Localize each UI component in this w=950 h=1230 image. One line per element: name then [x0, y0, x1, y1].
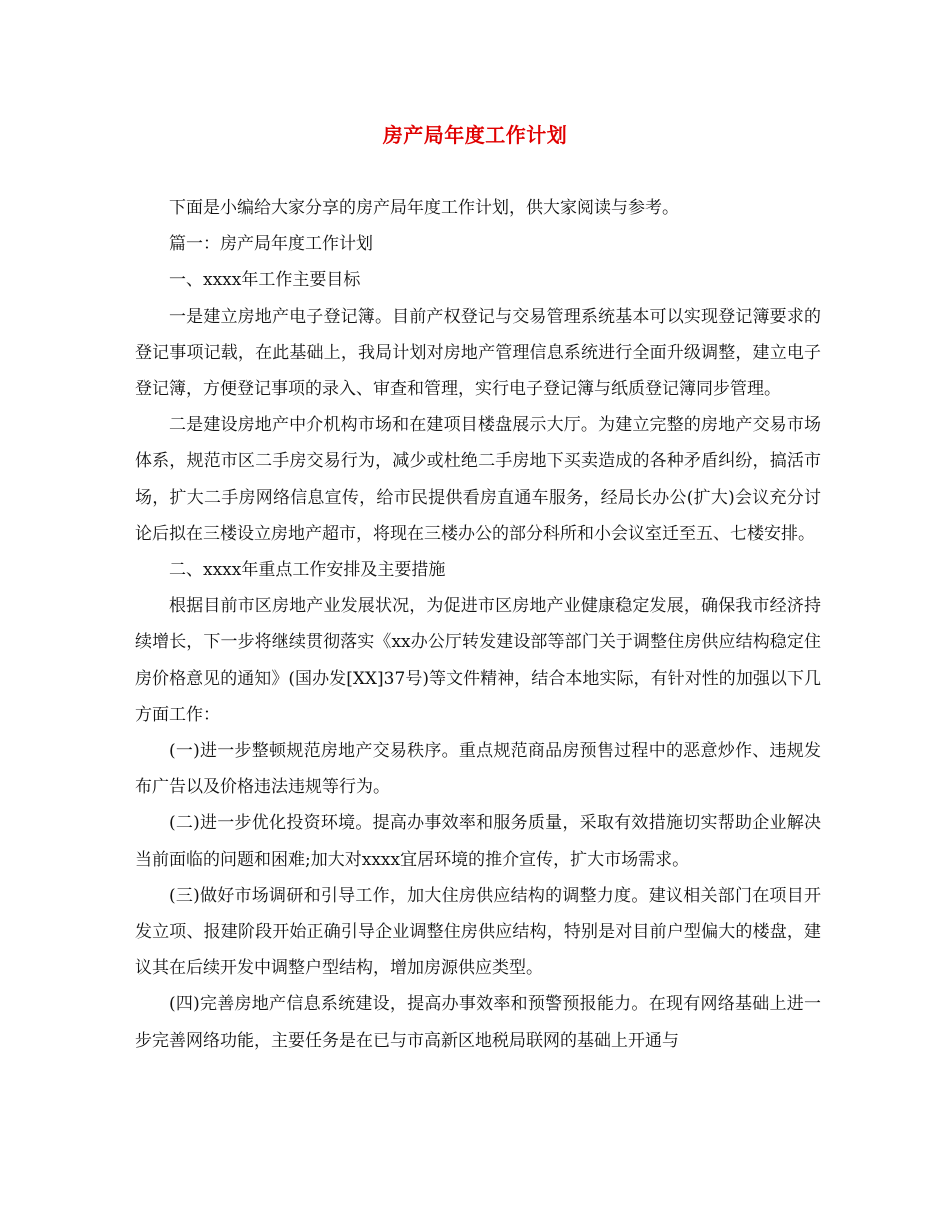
intro-paragraph: 下面是小编给大家分享的房产局年度工作计划，供大家阅读与参考。 — [169, 198, 679, 218]
body-paragraph: 根据目前市区房地产业发展状况，为促进市区房地产业健康稳定发展，确保我市经济持续增长，下一步将继续贯彻落实《xx办公厅转发建设部等部门关于调整住房供应结构稳定住房价格意见的通知》(国办发[XX]37号)等文件精神，结合本地实际，有针对性的加强以下几方面工作： — [135, 596, 821, 725]
section-heading-key-work: 二、xxxx年重点工作安排及主要措施 — [169, 560, 446, 581]
document-title: 房产局年度工作计划 — [382, 123, 568, 147]
body-paragraph: (二)进一步优化投资环境。提高办事效率和服务质量，采取有效措施切实帮助企业解决当前面临的问题和困难;加大对xxxx宜居环境的推介宣传，扩大市场需求。 — [135, 813, 821, 870]
section-heading-part-one: 篇一：房产局年度工作计划 — [169, 234, 373, 255]
body-paragraph: (一)进一步整顿规范房地产交易秩序。重点规范商品房预售过程中的恶意炒作、违规发布广告以及价格违法违规等行为。 — [135, 741, 821, 798]
body-paragraph: (三)做好市场调研和引导工作，加大住房供应结构的调整力度。建议相关部门在项目开发立项、报建阶段开始正确引导企业调整住房供应结构，特别是对目前户型偏大的楼盘，建议其在后续开发中调整户型结构，增加房源供应类型。 — [135, 885, 821, 979]
document-body — [135, 190, 821, 1059]
body-paragraph: (四)完善房地产信息系统建设，提高办事效率和预警预报能力。在现有网络基础上进一步完善网络功能，主要任务是在已与市高新区地税局联网的基础上开通与 — [135, 994, 821, 1051]
section-heading-main-goals: 一、xxxx年工作主要目标 — [169, 270, 361, 291]
body-paragraph: 二是建设房地产中介机构市场和在建项目楼盘展示大厅。为建立完整的房地产交易市场体系，规范市区二手房交易行为，减少或杜绝二手房地下买卖造成的各种矛盾纠纷，搞活市场，扩大二手房网络信息宣传，给市民提供看房直通车服务，经局长办公(扩大)会议充分讨论后拟在三楼设立房地产超市，将现在三楼办公的部分科所和小会议室迁至五、七楼安排。 — [135, 415, 821, 544]
body-paragraph: 一是建立房地产电子登记簿。目前产权登记与交易管理系统基本可以实现登记簿要求的登记事项记载，在此基础上，我局计划对房地产管理信息系统进行全面升级调整，建立电子登记簿，方便登记事项的录入、审查和管理，实行电子登记簿与纸质登记簿同步管理。 — [135, 306, 821, 400]
